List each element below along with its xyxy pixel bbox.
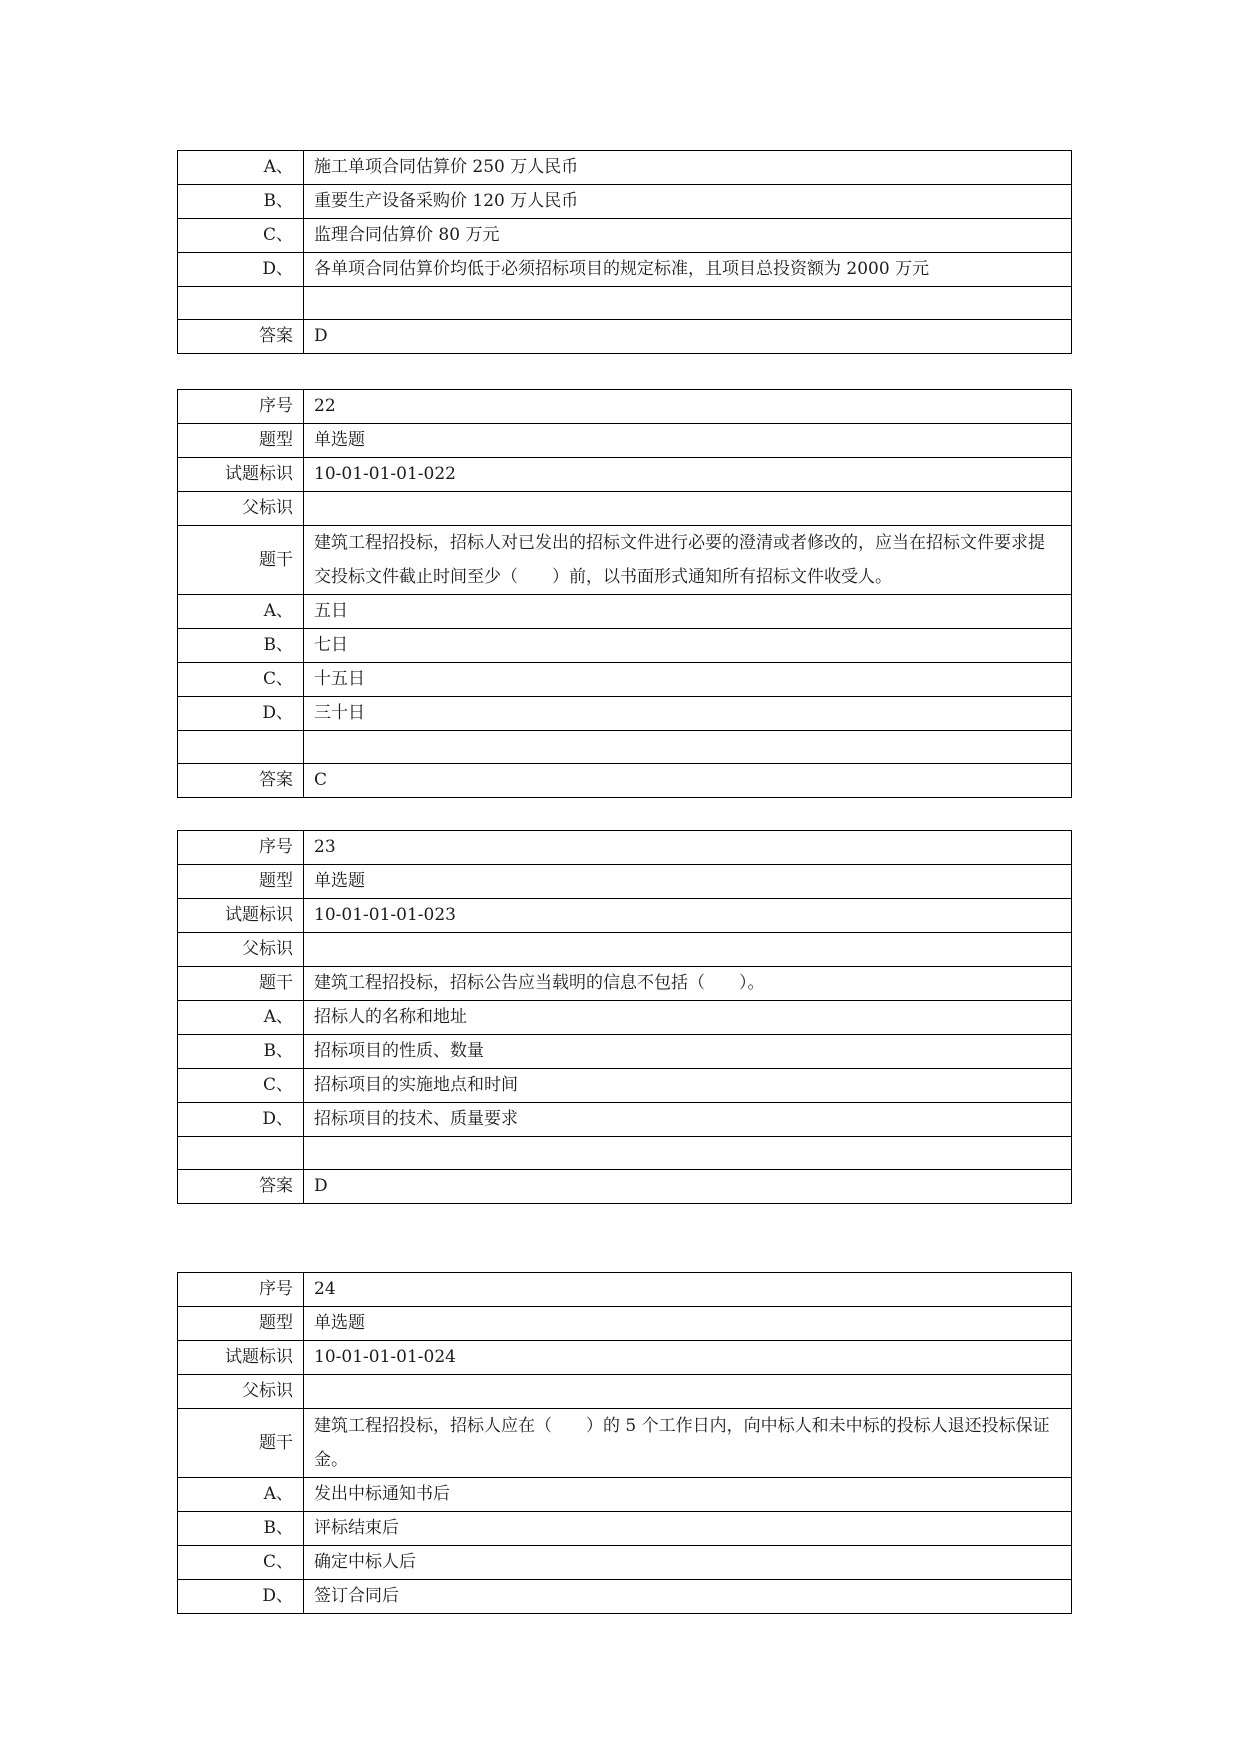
question-number: 23	[304, 831, 1072, 865]
option-b-text: 重要生产设备采购价 120 万人民币	[304, 185, 1072, 219]
question-table-24	[177, 1272, 1072, 1614]
table-row	[178, 1512, 1072, 1546]
row-label: D、	[178, 697, 304, 731]
parent-id	[304, 1375, 1072, 1409]
row-label: 题型	[178, 1307, 304, 1341]
question-id: 10-01-01-01-024	[304, 1341, 1072, 1375]
table-row	[178, 1307, 1072, 1341]
question-number: 22	[304, 390, 1072, 424]
table-row	[178, 1375, 1072, 1409]
table-row	[178, 151, 1072, 185]
question-type: 单选题	[304, 865, 1072, 899]
table-row	[178, 1103, 1072, 1137]
table-row	[178, 595, 1072, 629]
question-type: 单选题	[304, 424, 1072, 458]
table-row	[178, 899, 1072, 933]
row-label: 序号	[178, 831, 304, 865]
row-label: 题干	[178, 967, 304, 1001]
row-label: 父标识	[178, 933, 304, 967]
table-row	[178, 831, 1072, 865]
parent-id	[304, 492, 1072, 526]
option-d-text: 各单项合同估算价均低于必须招标项目的规定标准，且项目总投资额为 2000 万元	[304, 253, 1072, 287]
option-d-text: 签订合同后	[304, 1580, 1072, 1614]
row-label	[178, 287, 304, 320]
table-row	[178, 1478, 1072, 1512]
table-row	[178, 424, 1072, 458]
question-table-21-continued	[177, 150, 1072, 354]
answer-label: 答案	[178, 320, 304, 354]
table-row	[178, 458, 1072, 492]
row-label: D、	[178, 253, 304, 287]
row-label: D、	[178, 1103, 304, 1137]
table-row	[178, 933, 1072, 967]
row-label: D、	[178, 1580, 304, 1614]
answer-value: C	[304, 764, 1072, 798]
table-row	[178, 865, 1072, 899]
row-label: 题型	[178, 424, 304, 458]
table-row	[178, 185, 1072, 219]
question-table-23	[177, 830, 1072, 1204]
row-label: 试题标识	[178, 458, 304, 492]
row-label: 试题标识	[178, 899, 304, 933]
row-label: 序号	[178, 1273, 304, 1307]
row-label: 题型	[178, 865, 304, 899]
row-label: A、	[178, 1478, 304, 1512]
parent-id	[304, 933, 1072, 967]
table-row	[178, 1409, 1072, 1478]
row-label: 序号	[178, 390, 304, 424]
answer-label: 答案	[178, 1170, 304, 1204]
table-row	[178, 663, 1072, 697]
question-id: 10-01-01-01-023	[304, 899, 1072, 933]
table-row	[178, 253, 1072, 287]
table-row	[178, 1273, 1072, 1307]
row-label: C、	[178, 219, 304, 253]
empty-cell	[304, 731, 1072, 764]
row-label	[178, 731, 304, 764]
row-label: A、	[178, 595, 304, 629]
table-row	[178, 1341, 1072, 1375]
table-row	[178, 967, 1072, 1001]
table-row	[178, 526, 1072, 595]
table-row	[178, 219, 1072, 253]
empty-cell	[304, 1137, 1072, 1170]
row-label: A、	[178, 1001, 304, 1035]
table-row	[178, 1137, 1072, 1170]
row-label: 题干	[178, 1409, 304, 1478]
row-label: B、	[178, 629, 304, 663]
option-b-text: 招标项目的性质、数量	[304, 1035, 1072, 1069]
table-row	[178, 320, 1072, 354]
row-label: 试题标识	[178, 1341, 304, 1375]
table-row	[178, 287, 1072, 320]
option-b-text: 评标结束后	[304, 1512, 1072, 1546]
option-a-text: 招标人的名称和地址	[304, 1001, 1072, 1035]
option-b-text: 七日	[304, 629, 1072, 663]
row-label: C、	[178, 1069, 304, 1103]
answer-label: 答案	[178, 764, 304, 798]
table-row	[178, 390, 1072, 424]
row-label: B、	[178, 185, 304, 219]
question-number: 24	[304, 1273, 1072, 1307]
option-c-text: 招标项目的实施地点和时间	[304, 1069, 1072, 1103]
row-label: 父标识	[178, 1375, 304, 1409]
table-row	[178, 1580, 1072, 1614]
table-row	[178, 764, 1072, 798]
row-label: B、	[178, 1035, 304, 1069]
table-row	[178, 731, 1072, 764]
table-row	[178, 492, 1072, 526]
answer-value: D	[304, 1170, 1072, 1204]
row-label: C、	[178, 663, 304, 697]
row-label: C、	[178, 1546, 304, 1580]
option-c-text: 监理合同估算价 80 万元	[304, 219, 1072, 253]
row-label	[178, 1137, 304, 1170]
option-c-text: 十五日	[304, 663, 1072, 697]
question-stem: 建筑工程招投标，招标人应在（ ）的 5 个工作日内，向中标人和未中标的投标人退还投标保证金。	[304, 1409, 1072, 1478]
table-row	[178, 697, 1072, 731]
row-label: A、	[178, 151, 304, 185]
table-row	[178, 1546, 1072, 1580]
option-a-text: 五日	[304, 595, 1072, 629]
table-row	[178, 1170, 1072, 1204]
option-a-text: 施工单项合同估算价 250 万人民币	[304, 151, 1072, 185]
row-label: 父标识	[178, 492, 304, 526]
question-id: 10-01-01-01-022	[304, 458, 1072, 492]
table-row	[178, 1035, 1072, 1069]
option-a-text: 发出中标通知书后	[304, 1478, 1072, 1512]
option-c-text: 确定中标人后	[304, 1546, 1072, 1580]
question-type: 单选题	[304, 1307, 1072, 1341]
row-label: B、	[178, 1512, 304, 1546]
option-d-text: 三十日	[304, 697, 1072, 731]
question-stem: 建筑工程招投标，招标公告应当载明的信息不包括（ ）。	[304, 967, 1072, 1001]
table-row	[178, 1001, 1072, 1035]
question-table-22	[177, 389, 1072, 798]
answer-value: D	[304, 320, 1072, 354]
question-stem: 建筑工程招投标，招标人对已发出的招标文件进行必要的澄清或者修改的，应当在招标文件要求提交投标文件截止时间至少（ ）前，以书面形式通知所有招标文件收受人。	[304, 526, 1072, 595]
option-d-text: 招标项目的技术、质量要求	[304, 1103, 1072, 1137]
table-row	[178, 629, 1072, 663]
table-row	[178, 1069, 1072, 1103]
empty-cell	[304, 287, 1072, 320]
row-label: 题干	[178, 526, 304, 595]
